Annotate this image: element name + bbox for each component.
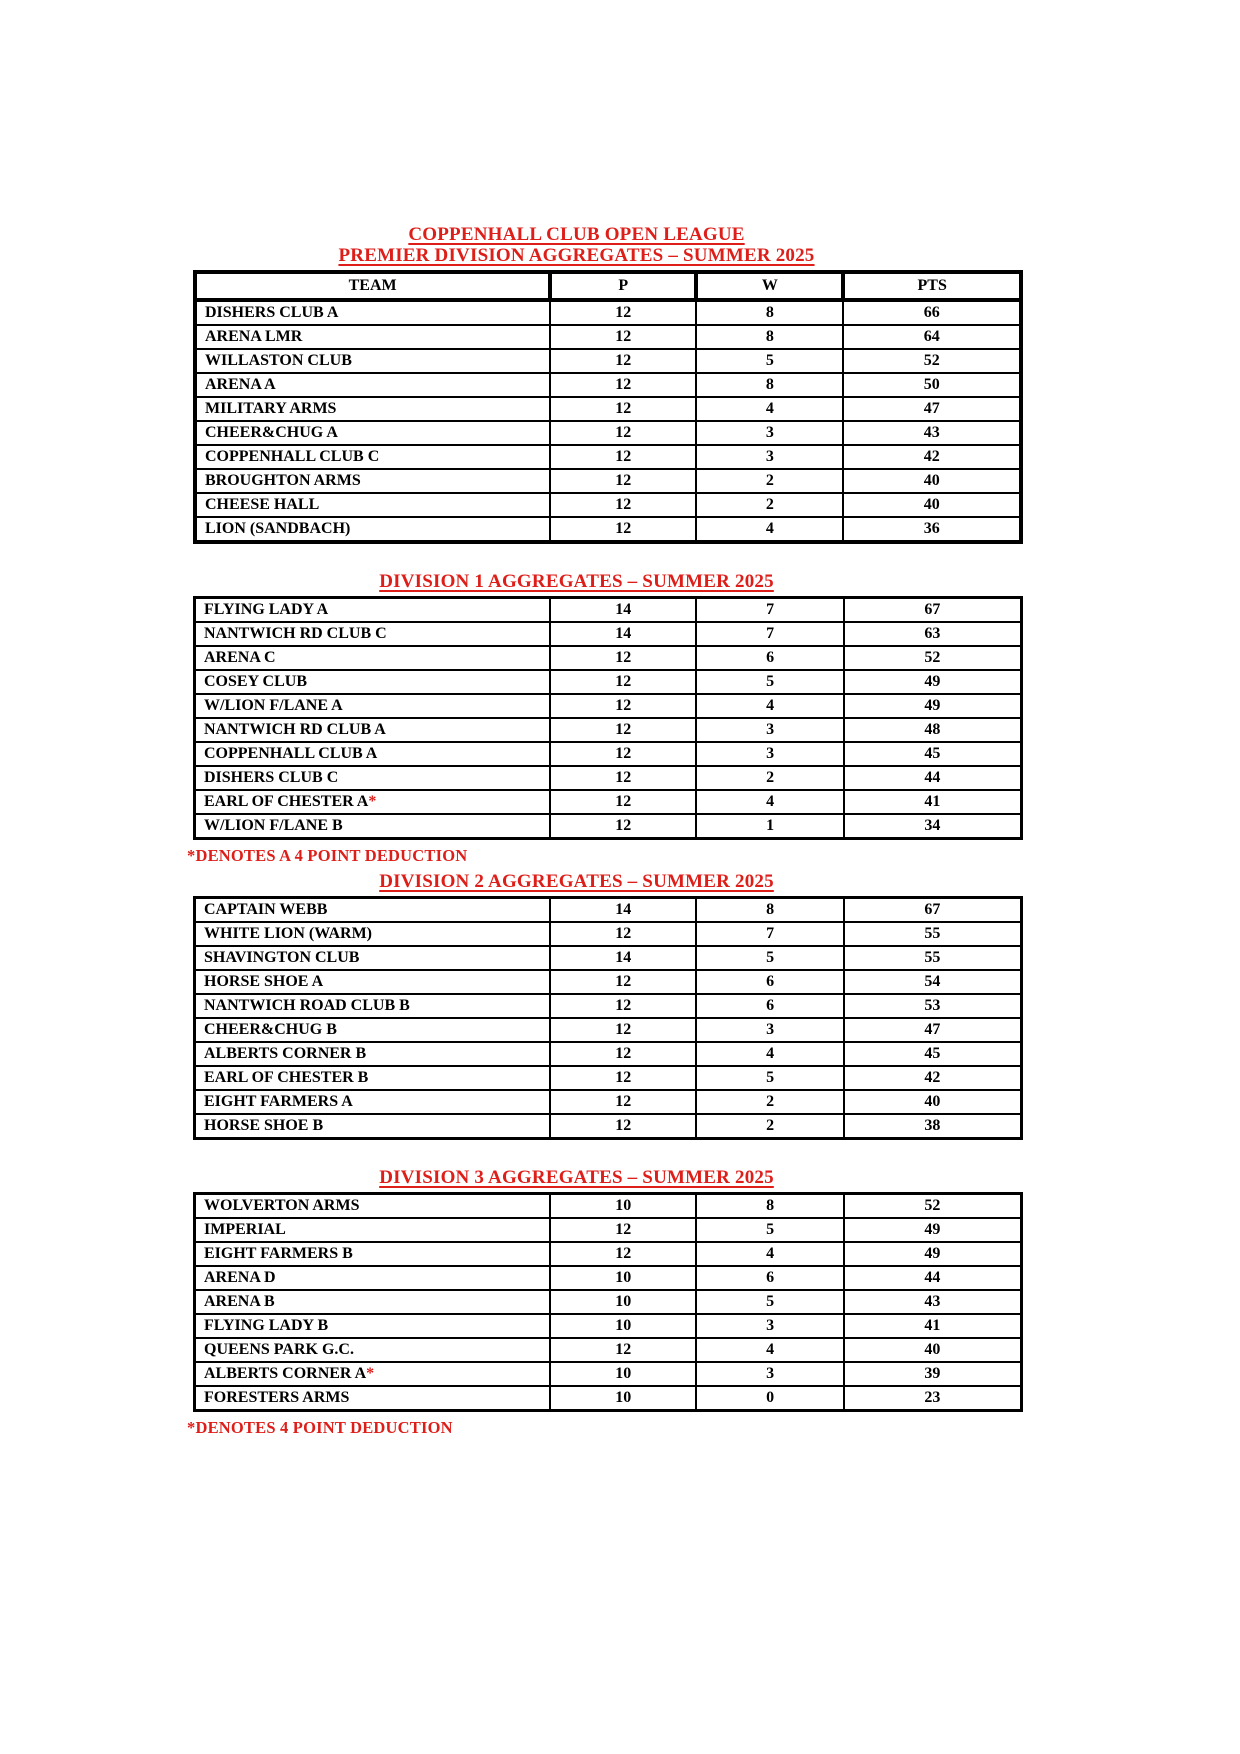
points-cell: 44 [844, 766, 1022, 790]
wins-cell: 4 [696, 694, 843, 718]
wins-cell: 5 [696, 349, 843, 373]
league-table-premier [193, 270, 1023, 544]
played-cell: 12 [550, 445, 696, 469]
points-cell: 50 [843, 373, 1021, 397]
points-cell: 41 [844, 1314, 1022, 1338]
table-row [195, 1362, 1022, 1386]
doc-title: COPPENHALL CLUB OPEN LEAGUE [408, 224, 745, 245]
wins-cell: 3 [696, 718, 843, 742]
team-cell: SHAVINGTON CLUB [195, 946, 551, 970]
wins-cell: 7 [696, 598, 843, 623]
column-header-points: PTS [843, 272, 1021, 300]
played-cell: 12 [550, 1338, 696, 1362]
table-row [195, 898, 1022, 923]
team-cell: NANTWICH RD CLUB C [195, 622, 551, 646]
table-row [195, 718, 1022, 742]
played-cell: 10 [550, 1386, 696, 1411]
points-cell: 40 [844, 1090, 1022, 1114]
wins-cell: 4 [696, 790, 843, 814]
team-cell: W/LION F/LANE B [195, 814, 551, 839]
played-cell: 12 [550, 1242, 696, 1266]
played-cell: 12 [550, 994, 696, 1018]
played-cell: 12 [550, 1090, 696, 1114]
team-cell: WOLVERTON ARMS [195, 1194, 551, 1219]
table-row [195, 766, 1022, 790]
table-row [195, 922, 1022, 946]
wins-cell: 2 [696, 469, 843, 493]
points-cell: 64 [843, 325, 1021, 349]
wins-cell: 3 [696, 1362, 843, 1386]
division-heading-premier: PREMIER DIVISION AGGREGATES – SUMMER 2025 [338, 245, 815, 266]
points-cell: 49 [844, 1242, 1022, 1266]
points-cell: 53 [844, 994, 1022, 1018]
table-row [195, 397, 1021, 421]
team-cell: ARENA D [195, 1266, 551, 1290]
wins-cell: 4 [696, 397, 843, 421]
points-cell: 44 [844, 1266, 1022, 1290]
points-cell: 52 [844, 646, 1022, 670]
table-row [195, 994, 1022, 1018]
table-row [195, 1090, 1022, 1114]
deduction-note-div1: *DENOTES A 4 POINT DEDUCTION [187, 846, 468, 865]
points-cell: 49 [844, 670, 1022, 694]
table-row [195, 373, 1021, 397]
table-row [195, 1242, 1022, 1266]
table-row [195, 970, 1022, 994]
table-row [195, 1042, 1022, 1066]
wins-cell: 4 [696, 1338, 843, 1362]
wins-cell: 2 [696, 1090, 843, 1114]
points-cell: 45 [844, 742, 1022, 766]
table-row [195, 1218, 1022, 1242]
played-cell: 12 [550, 325, 696, 349]
team-cell: BROUGHTON ARMS [195, 469, 550, 493]
table-row [195, 421, 1021, 445]
played-cell: 12 [550, 718, 696, 742]
played-cell: 14 [550, 898, 696, 923]
wins-cell: 2 [696, 1114, 843, 1139]
team-cell: FLYING LADY A [195, 598, 551, 623]
played-cell: 12 [550, 349, 696, 373]
wins-cell: 3 [696, 421, 843, 445]
wins-cell: 4 [696, 1042, 843, 1066]
league-table-division3 [193, 1192, 1023, 1412]
wins-cell: 5 [696, 1290, 843, 1314]
column-header-played: P [550, 272, 696, 300]
played-cell: 14 [550, 622, 696, 646]
table-row [195, 493, 1021, 517]
points-cell: 67 [844, 598, 1022, 623]
table-row [195, 742, 1022, 766]
played-cell: 12 [550, 300, 696, 325]
table-row [195, 300, 1021, 325]
points-cell: 41 [844, 790, 1022, 814]
team-cell: ALBERTS CORNER B [195, 1042, 551, 1066]
points-cell: 52 [844, 1194, 1022, 1219]
wins-cell: 6 [696, 970, 843, 994]
wins-cell: 8 [696, 1194, 843, 1219]
table-row [195, 694, 1022, 718]
points-cell: 40 [843, 493, 1021, 517]
table-row [195, 646, 1022, 670]
team-cell: EARL OF CHESTER A* [195, 790, 551, 814]
table-row [195, 349, 1021, 373]
table-row [195, 445, 1021, 469]
wins-cell: 0 [696, 1386, 843, 1411]
division-heading-div1: DIVISION 1 AGGREGATES – SUMMER 2025 [379, 571, 774, 592]
team-cell: FORESTERS ARMS [195, 1386, 551, 1411]
wins-cell: 7 [696, 622, 843, 646]
played-cell: 12 [550, 1042, 696, 1066]
points-cell: 36 [843, 517, 1021, 542]
points-cell: 63 [844, 622, 1022, 646]
team-cell: EIGHT FARMERS A [195, 1090, 551, 1114]
division-heading-div3: DIVISION 3 AGGREGATES – SUMMER 2025 [379, 1167, 774, 1188]
table-row [195, 1290, 1022, 1314]
wins-cell: 3 [696, 742, 843, 766]
team-cell: QUEENS PARK G.C. [195, 1338, 551, 1362]
points-cell: 47 [843, 397, 1021, 421]
team-cell: WHITE LION (WARM) [195, 922, 551, 946]
points-cell: 40 [844, 1338, 1022, 1362]
team-cell: COPPENHALL CLUB C [195, 445, 550, 469]
wins-cell: 5 [696, 946, 843, 970]
team-cell: HORSE SHOE A [195, 970, 551, 994]
played-cell: 12 [550, 670, 696, 694]
played-cell: 12 [550, 1018, 696, 1042]
team-cell: IMPERIAL [195, 1218, 551, 1242]
played-cell: 12 [550, 646, 696, 670]
played-cell: 12 [550, 766, 696, 790]
team-cell: HORSE SHOE B [195, 1114, 551, 1139]
wins-cell: 6 [696, 646, 843, 670]
played-cell: 10 [550, 1314, 696, 1338]
played-cell: 14 [550, 598, 696, 623]
played-cell: 12 [550, 970, 696, 994]
played-cell: 12 [550, 421, 696, 445]
team-cell: DISHERS CLUB C [195, 766, 551, 790]
points-cell: 39 [844, 1362, 1022, 1386]
wins-cell: 6 [696, 994, 843, 1018]
points-cell: 43 [843, 421, 1021, 445]
wins-cell: 8 [696, 898, 843, 923]
table-row [195, 1114, 1022, 1139]
column-header-team: TEAM [195, 272, 550, 300]
team-cell: ARENA C [195, 646, 551, 670]
points-cell: 52 [843, 349, 1021, 373]
team-cell: CHEER&CHUG A [195, 421, 550, 445]
team-cell: COSEY CLUB [195, 670, 551, 694]
points-cell: 49 [844, 1218, 1022, 1242]
team-cell: NANTWICH ROAD CLUB B [195, 994, 551, 1018]
played-cell: 10 [550, 1362, 696, 1386]
table-row [195, 469, 1021, 493]
played-cell: 12 [550, 1114, 696, 1139]
deduction-asterisk: * [368, 793, 377, 810]
played-cell: 12 [550, 1218, 696, 1242]
played-cell: 12 [550, 694, 696, 718]
team-cell: W/LION F/LANE A [195, 694, 551, 718]
team-cell: COPPENHALL CLUB A [195, 742, 551, 766]
deduction-note-div3: *DENOTES 4 POINT DEDUCTION [187, 1418, 453, 1437]
team-cell: DISHERS CLUB A [195, 300, 550, 325]
wins-cell: 4 [696, 517, 843, 542]
points-cell: 48 [844, 718, 1022, 742]
wins-cell: 5 [696, 1066, 843, 1090]
wins-cell: 6 [696, 1266, 843, 1290]
played-cell: 12 [550, 493, 696, 517]
league-table-division2 [193, 896, 1023, 1140]
deduction-asterisk: * [366, 1365, 375, 1382]
wins-cell: 1 [696, 814, 843, 839]
team-cell: MILITARY ARMS [195, 397, 550, 421]
table-row [195, 790, 1022, 814]
points-cell: 55 [844, 946, 1022, 970]
team-cell: FLYING LADY B [195, 1314, 551, 1338]
points-cell: 67 [844, 898, 1022, 923]
column-header-row [195, 272, 1021, 300]
points-cell: 42 [844, 1066, 1022, 1090]
team-cell: LION (SANDBACH) [195, 517, 550, 542]
table-row [195, 1266, 1022, 1290]
wins-cell: 2 [696, 766, 843, 790]
wins-cell: 5 [696, 670, 843, 694]
points-cell: 55 [844, 922, 1022, 946]
played-cell: 12 [550, 517, 696, 542]
table-row [195, 1194, 1022, 1219]
played-cell: 10 [550, 1266, 696, 1290]
team-cell: WILLASTON CLUB [195, 349, 550, 373]
team-cell: EIGHT FARMERS B [195, 1242, 551, 1266]
points-cell: 49 [844, 694, 1022, 718]
table-row [195, 1338, 1022, 1362]
column-header-wins: W [696, 272, 843, 300]
points-cell: 47 [844, 1018, 1022, 1042]
points-cell: 66 [843, 300, 1021, 325]
team-cell: CHEESE HALL [195, 493, 550, 517]
team-cell: ARENA A [195, 373, 550, 397]
table-row [195, 670, 1022, 694]
points-cell: 42 [843, 445, 1021, 469]
division-heading-div2: DIVISION 2 AGGREGATES – SUMMER 2025 [379, 871, 774, 892]
played-cell: 12 [550, 397, 696, 421]
played-cell: 14 [550, 946, 696, 970]
table-row [195, 598, 1022, 623]
table-row [195, 1314, 1022, 1338]
table-row [195, 814, 1022, 839]
points-cell: 38 [844, 1114, 1022, 1139]
wins-cell: 8 [696, 325, 843, 349]
played-cell: 12 [550, 814, 696, 839]
points-cell: 23 [844, 1386, 1022, 1411]
team-cell: CHEER&CHUG B [195, 1018, 551, 1042]
table-row [195, 1386, 1022, 1411]
table-row [195, 517, 1021, 542]
points-cell: 45 [844, 1042, 1022, 1066]
table-row [195, 1066, 1022, 1090]
team-cell: ARENA LMR [195, 325, 550, 349]
wins-cell: 5 [696, 1218, 843, 1242]
team-cell: EARL OF CHESTER B [195, 1066, 551, 1090]
points-cell: 40 [843, 469, 1021, 493]
wins-cell: 7 [696, 922, 843, 946]
wins-cell: 3 [696, 1018, 843, 1042]
played-cell: 12 [550, 373, 696, 397]
played-cell: 12 [550, 790, 696, 814]
table-row [195, 946, 1022, 970]
league-table-division1 [193, 596, 1023, 840]
document-content [130, 224, 1023, 1438]
team-cell: ARENA B [195, 1290, 551, 1314]
played-cell: 12 [550, 742, 696, 766]
played-cell: 12 [550, 922, 696, 946]
points-cell: 43 [844, 1290, 1022, 1314]
played-cell: 10 [550, 1290, 696, 1314]
wins-cell: 3 [696, 1314, 843, 1338]
table-row [195, 622, 1022, 646]
team-cell: NANTWICH RD CLUB A [195, 718, 551, 742]
table-row [195, 325, 1021, 349]
played-cell: 12 [550, 1066, 696, 1090]
played-cell: 10 [550, 1194, 696, 1219]
wins-cell: 4 [696, 1242, 843, 1266]
points-cell: 34 [844, 814, 1022, 839]
played-cell: 12 [550, 469, 696, 493]
wins-cell: 3 [696, 445, 843, 469]
wins-cell: 2 [696, 493, 843, 517]
table-row [195, 1018, 1022, 1042]
team-cell: CAPTAIN WEBB [195, 898, 551, 923]
wins-cell: 8 [696, 300, 843, 325]
team-cell: ALBERTS CORNER A* [195, 1362, 551, 1386]
points-cell: 54 [844, 970, 1022, 994]
wins-cell: 8 [696, 373, 843, 397]
